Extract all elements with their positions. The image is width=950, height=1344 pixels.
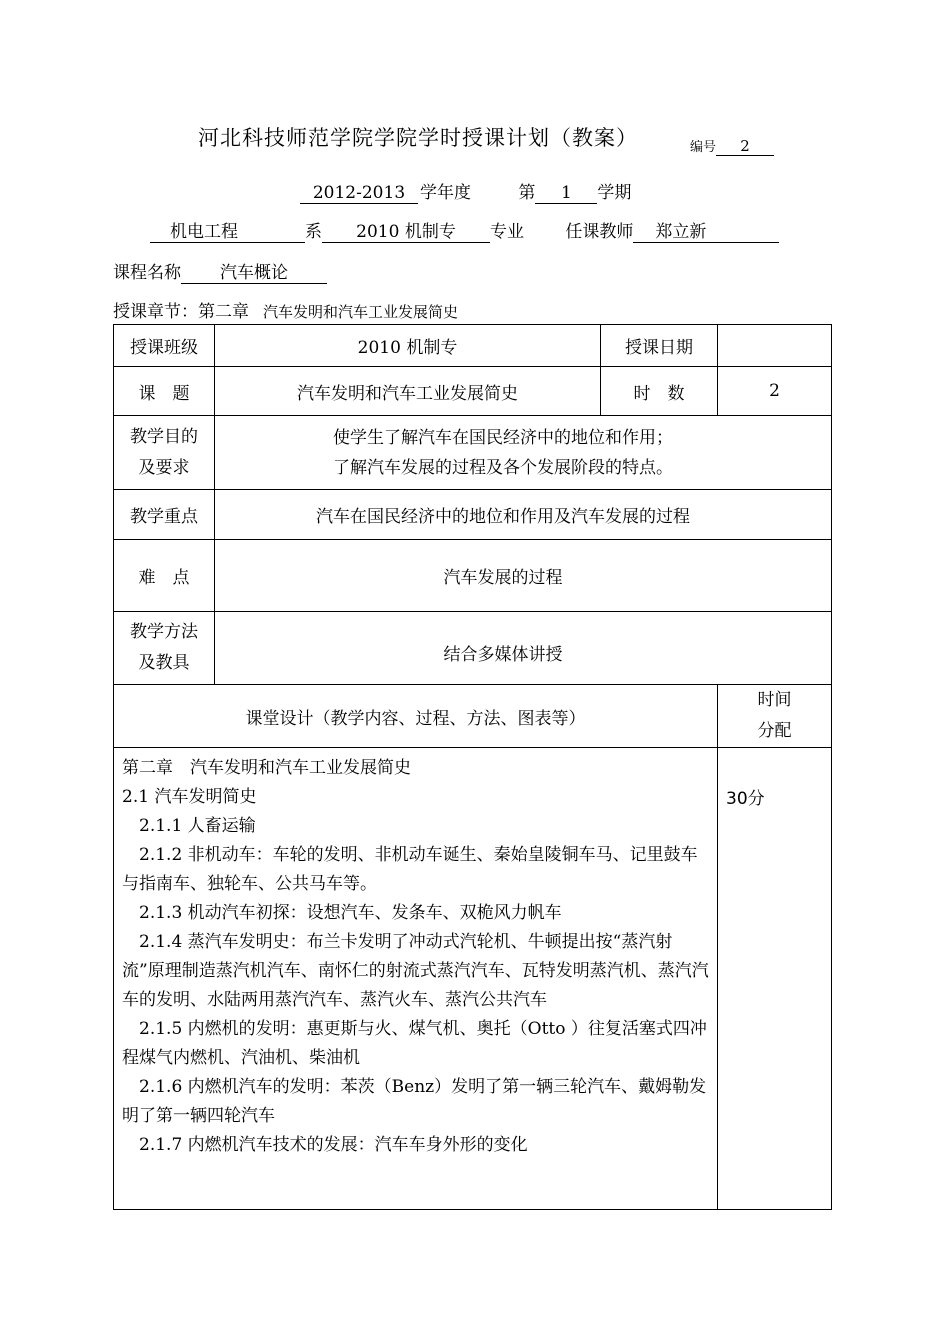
table-row (114, 367, 832, 416)
lesson-content (114, 748, 718, 1210)
content-item: 2.1.6 内燃机汽车的发明：苯茨（Benz）发明了第一辆三轮汽车、戴姆勒发明了第一辆四轮汽车 (122, 1077, 707, 1126)
page-title: 河北科技师范学院学院学时授课计划（教案） (198, 126, 638, 150)
time-allocation: 30分 (718, 748, 832, 1210)
table-row (114, 490, 832, 540)
table-row (114, 685, 832, 748)
chapter-label: 授课章节：第二章 (113, 302, 249, 322)
class-label: 授课班级 (114, 325, 215, 367)
course-label: 课程名称 (113, 263, 181, 283)
table-row (114, 612, 832, 685)
class-value: 2010 机制专 (215, 325, 601, 367)
goal-label-line: 教学目的 (130, 426, 198, 447)
goal-line: 了解汽车发展的过程及各个发展阶段的特点。 (333, 457, 673, 478)
department-suffix: 系 (305, 222, 322, 242)
major: 2010 机制专 (322, 217, 490, 243)
content-item: 2.1.7 内燃机汽车技术的发展：汽车车身外形的变化 (139, 1135, 528, 1155)
lesson-plan-table (113, 324, 832, 1210)
serial-number (690, 136, 774, 156)
term-prefix: 第 (518, 183, 536, 203)
academic-year: 2012-2013 (300, 183, 418, 204)
content-item: 2.1.4 蒸汽车发明史：布兰卡发明了冲动式汽轮机、牛顿提出按“蒸汽射流”原理制造蒸汽机汽车、南怀仁的射流式蒸汽汽车、瓦特发明蒸汽机、蒸汽汽车的发明、水陆两用蒸汽汽车、蒸汽火车、蒸汽公共汽车 (122, 932, 709, 1010)
chapter-line (113, 297, 458, 322)
method-value: 结合多媒体讲授 (215, 612, 832, 685)
term-number: 1 (535, 183, 597, 204)
content-item: 2.1.1 人畜运输 (139, 816, 256, 836)
content-heading: 第二章 汽车发明和汽车工业发展简史 (122, 758, 411, 778)
serial-label: 编号 (690, 140, 717, 155)
department: 机电工程 (150, 217, 305, 243)
key-point-label: 教学重点 (114, 490, 215, 540)
time-header-line: 时间 (757, 690, 792, 710)
difficult-point-value: 汽车发展的过程 (215, 540, 832, 612)
date-label: 授课日期 (601, 325, 718, 367)
topic-value: 汽车发明和汽车工业发展简史 (215, 367, 601, 416)
design-header: 课堂设计（教学内容、过程、方法、图表等） (114, 685, 718, 748)
info-line (150, 217, 779, 243)
table-row (114, 748, 832, 1210)
date-value (718, 325, 832, 367)
difficult-point-label: 难 点 (114, 540, 215, 612)
teacher-name: 郑立新 (633, 217, 779, 243)
course-line (113, 258, 327, 284)
course-name: 汽车概论 (181, 258, 327, 284)
term-suffix: 学期 (597, 183, 632, 203)
content-item: 2.1.3 机动汽车初探：设想汽车、发条车、双桅风力帆车 (139, 903, 562, 923)
hours-label: 时 数 (601, 367, 718, 416)
goal-label (114, 416, 215, 490)
goal-label-line: 及要求 (138, 457, 190, 478)
key-point-value: 汽车在国民经济中的地位和作用及汽车发展的过程 (215, 490, 832, 540)
time-header (718, 685, 832, 748)
major-suffix: 专业 (490, 222, 524, 242)
content-item: 2.1.2 非机动车：车轮的发明、非机动车诞生、秦始皇陵铜车马、记里鼓车与指南车、独轮车、公共马车等。 (122, 845, 698, 894)
teacher-label: 任课教师 (565, 222, 634, 242)
method-label-line: 及教具 (138, 653, 190, 673)
time-header-line: 分配 (757, 721, 792, 741)
method-label (114, 612, 215, 685)
serial-value: 2 (716, 137, 774, 156)
topic-label: 课 题 (114, 367, 215, 416)
academic-year-suffix: 学年度 (420, 183, 471, 203)
content-item: 2.1.5 内燃机的发明：惠更斯与火、煤气机、奥托（Otto ）往复活塞式四冲程煤气内燃机、汽油机、柴油机 (122, 1019, 707, 1068)
table-row (114, 416, 832, 490)
hours-value: 2 (718, 367, 832, 416)
method-label-line: 教学方法 (130, 622, 198, 642)
content-section: 2.1 汽车发明简史 (122, 787, 257, 807)
goal-value (215, 416, 832, 490)
table-row (114, 540, 832, 612)
table-row (114, 325, 832, 367)
term-line (300, 178, 631, 204)
goal-line: 使学生了解汽车在国民经济中的地位和作用； (333, 427, 673, 448)
chapter-title: 汽车发明和汽车工业发展简史 (263, 303, 459, 321)
